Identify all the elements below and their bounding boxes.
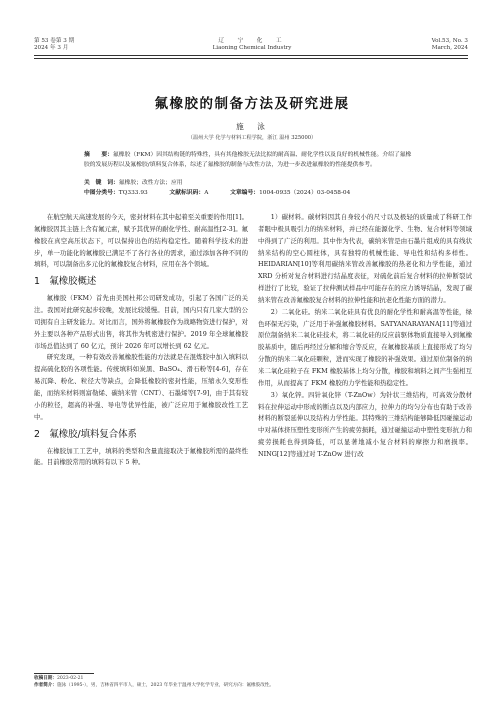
article-id-label: 文章编号： [230,190,260,196]
article-id: 1004-0935（2024）03-0458-04 [259,190,351,196]
abstract-text: 氟橡胶（FKM）因其结构链的特殊性，具有其他橡胶无法比拟的耐高温、耐化学性以及良好的机械性能。介绍了氟橡胶的发展历程以及氟橡胶/填料复合体系，综述了氟橡胶的制备与改性方法，为进一步改进氟橡胶的性能提供参考。 [84,152,412,168]
keywords-label: 关 键 词： [84,180,119,186]
body-column-right [258,212,472,461]
author-bio-label: 作者简介： [34,683,57,688]
header-rule-thick [34,55,468,56]
footnote-author-bio [34,682,274,689]
section2-paragraph-1: 在橡胶加工工艺中，填料的类型和含量直接取决于氟橡胶所需的最终性能。目前橡胶常用的填料有以下 5 种。 [34,446,248,467]
keywords-text: 氟橡胶；改性方法；应用 [118,180,183,186]
date-en: March, 2024 [431,45,468,51]
received-date: 2023-02-21 [56,676,84,681]
header-right [432,38,468,52]
classification-line [84,189,414,199]
author-bio-text: 施泳（1995-），男，吉林省四平市人，硕士，2023 年毕业于温州大学化学专业，研究方向：氟橡胶改性。 [56,683,275,688]
section-heading-1: 1 氟橡胶概述 [34,276,97,288]
volume-issue-en: Vol.53, No. 3 [431,38,468,44]
zinc-oxide-paragraph: 3）氧化锌。四针氧化锌（T-ZnOw）为针状三维结构，可高效分散材料在拉伸运动中形成的断点以及内部应力，拉伸力的均匀分布也有助于改善材料的断裂延伸以及结构力学性能。其特殊的三维结构能够降低因碰撞运动中对基体挤压塑性变形所产生的疲劳损耗，通过碰撞运动中塑性变形抗力和疲劳损耗也得到降低，可以显著地减小复合材料的摩擦力和磨损率。NING[12]等通过对 T-ZnOw 进行改 [258,390,472,458]
section1-paragraph-1: 氟橡胶（FKM）首先由美国杜邦公司研发成功，引起了各国广泛的关注。我国对此研究起步较晚，发展比较缓慢。目前，国内只有几家大型的公司拥有自主研发能力。对比而言，国外将氟橡胶作为战略物资进行保护，对外主要以各种产品形式出售，将其作为机密进行保护。2019 年全球氟橡胶市场总值达到了 60 亿元，预计 2026 年可以增长到 62 亿元。 [34,294,248,350]
footnote-rule [34,673,94,674]
journal-name-cn: 辽 宁 化 工 [218,38,286,44]
clc-label: 中图分类号： [84,190,119,196]
journal-name-en: Liaoning Chemical Industry [212,45,292,51]
date-cn: 2024 年 3 月 [34,45,69,51]
section-heading-2: 2 氟橡胶/填料复合体系 [34,428,137,440]
clc-number: TQ333.93 [118,190,148,196]
doc-code-label: 文献标识码： [169,190,205,196]
author-affiliation: （温州大学 化学与材料工程学院，浙江 温州 325000） [187,135,317,141]
keywords [84,179,414,189]
volume-issue-cn: 第 53 卷第 3 期 [34,38,75,44]
header-rule-thin [34,58,468,59]
article-author: 施 泳 [236,122,268,131]
carbon-materials-paragraph: 1）碳材料。碳材料因其自身较小的尺寸以及极轻的质量成了科研工作者眼中极具吸引力的纳米材料，并已经在能源化学、生物、复合材料等领域中得到了广泛的利用。其中作为代表，碳纳米管是由石墨片组成的具有线状纳米结构的空心圆柱体，具有独特的机械性能、导电性和结构多样性。HEIDARIAN[10]等利用碳纳米管改善氟橡胶的热老化和力学性能，通过 XRD 分析对复合材料进行结晶度表征，对硫化前后复合材料的拉伸断裂试样进行了比较，验证了拉伸测试样品中可能存在的应力诱导结晶，发现了碳纳米管在改善氟橡胶复合材料的拉伸性能和抗老化性能方面的潜力。 [258,213,472,304]
intro-paragraph: 在航空航天高速发展的今天，密封材料在其中起着至关重要的作用[1]。氟橡胶因其主链上含有氟元素，赋予其优异的耐化学性、耐高温性[2-3]。氟橡胶在真空高压状态下，可以保持出色的结构稳定性。随着科学技术的进步，单一功能化的氟橡胶已满足不了各行各业的需求，通过添加各种不同的填料，可以制备出多元化的氟橡胶复合材料，应用在各个领域。 [34,213,248,269]
footnote-received [34,675,83,682]
section1-paragraph-2: 研究发现，一种有效改善氟橡胶性能的方法就是在混炼胶中加入填料以提高硫化胶的各项性能。传统填料如炭黑、BaSO₄、滑石粉等[4-6]，存在易沉降、粉化、粒径大等缺点，会降低橡胶的密封性能，压缩永久变形性能，而纳米材料则富勒烯、碳纳米管（CNT）、石墨烯等[7-9]，由于其有较小的粒径，超高的补强、导电等优异性能，被广泛应用于氟橡胶改性工艺中。 [34,353,248,421]
header-center [0,38,504,52]
doc-code: A [204,190,209,196]
article-title: 氟橡胶的制备方法及研究进展 [154,96,350,112]
abstract [84,151,414,170]
abstract-label: 摘 要： [84,152,113,158]
silica-paragraph: 2）二氧化硅。纳米二氧化硅具有优良的耐化学性和耐高温等性能，绿色环保无污染，广泛用于补强氟橡胶材料。SATYANARAYANA[11]等通过原位制备纳米二氧化硅技术，将二氧化硅的反应前驱体物质直接导入到氟橡胶基质中，随后再经过分解和缩合等反应，在氟橡胶基质上直接形成了均匀分散的纳米二氧化硅颗粒，进而实现了橡胶的补强效果。通过原位制备的纳米二氧化硅粒子在 FKM 橡胶基体上均匀分散，橡胶和填料之间产生强相互作用，从而提高了 FKM 橡胶的力学性能和热稳定性。 [258,307,472,387]
body-column-left [34,212,248,469]
received-label: 收稿日期： [34,676,57,681]
